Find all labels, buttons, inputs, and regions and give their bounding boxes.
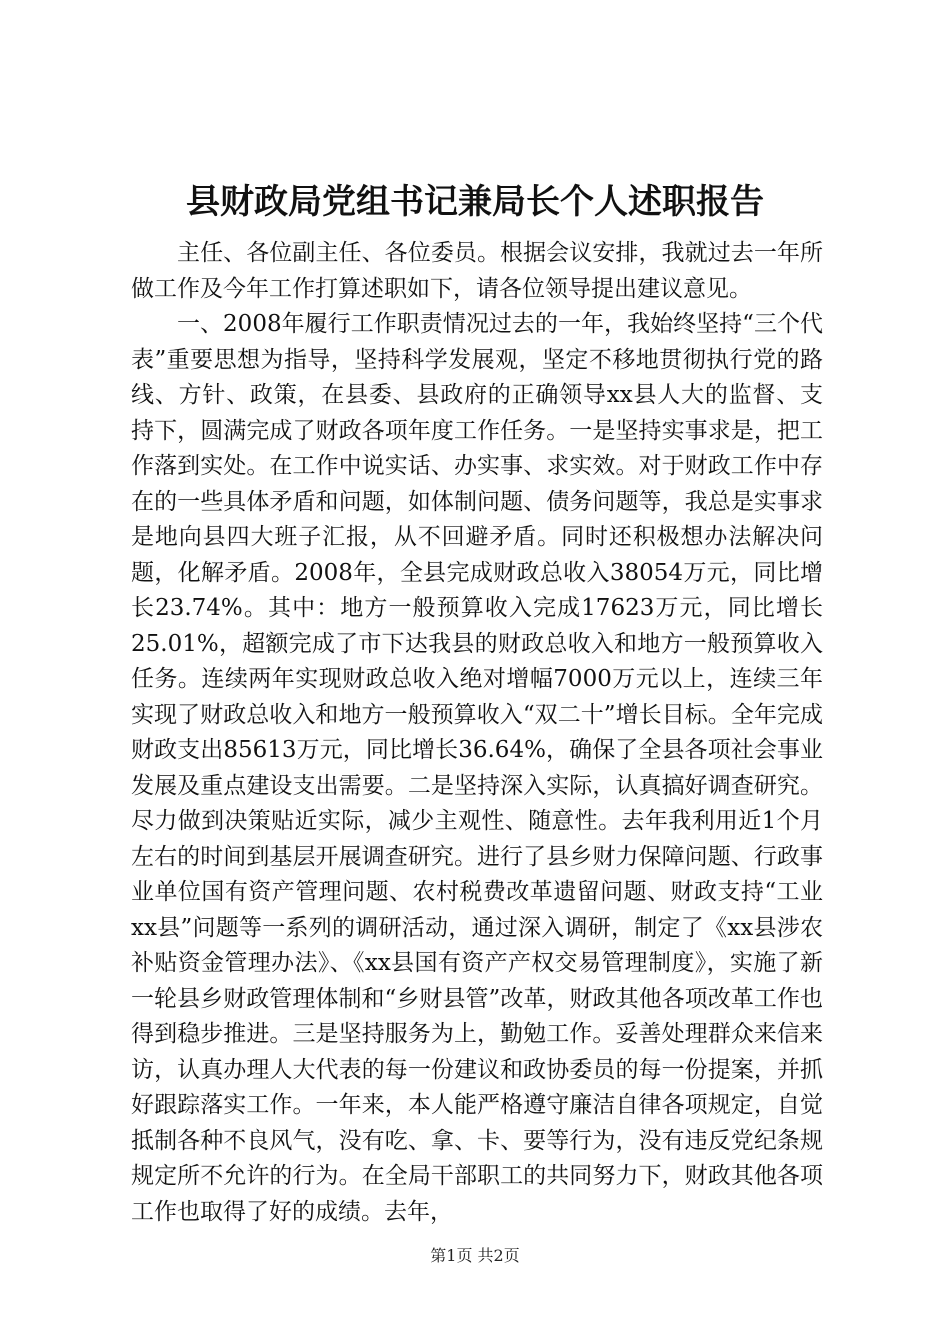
document-body	[131, 236, 823, 1230]
page-number-footer: 第1页 共2页	[430, 1246, 520, 1265]
paragraph-section-one: 一、2008年履行工作职责情况过去的一年，我始终坚持“三个代表”重要思想为指导，坚持科学发展观，坚定不移地贯彻执行党的路线、方针、政策，在县委、县政府的正确领导xx县人大的监督、支持下，圆满完成了财政各项年度工作任务。一是坚持实事求是，把工作落到实处。在工作中说实话、办实事、求实效。对于财政工作中存在的一些具体矛盾和问题，如体制问题、债务问题等，我总是实事求是地向县四大班子汇报，从不回避矛盾。同时还积极想办法解决问题，化解矛盾。2008年，全县完成财政总收入38054万元，同比增长23.74%。其中：地方一般预算收入完成17623万元，同比增长25.01%，超额完成了市下达我县的财政总收入和地方一般预算收入任务。连续两年实现财政总收入绝对增幅7000万元以上，连续三年实现了财政总收入和地方一般预算收入“双二十”增长目标。全年完成财政支出85613万元，同比增长36.64%，确保了全县各项社会事业发展及重点建设支出需要。二是坚持深入实际，认真搞好调查研究。尽力做到决策贴近实际，减少主观性、随意性。去年我利用近1个月左右的时间到基层开展调查研究。进行了县乡财力保障问题、行政事业单位国有资产管理问题、农村税费改革遗留问题、财政支持“工业xx县”问题等一系列的调研活动，通过深入调研，制定了《xx县涉农补贴资金管理办法》、《xx县国有资产产权交易管理制度》，实施了新一轮县乡财政管理体制和“乡财县管”改革，财政其他各项改革工作也得到稳步推进。三是坚持服务为上，勤勉工作。妥善处理群众来信来访，认真办理人大代表的每一份建议和政协委员的每一份提案，并抓好跟踪落实工作。一年来，本人能严格遵守廉洁自律各项规定，自觉抵制各种不良风气，没有吃、拿、卡、要等行为，没有违反党纪条规规定所不允许的行为。在全局干部职工的共同努力下，财政其他各项工作也取得了好的成绩。去年，	[131, 311, 823, 1225]
paragraph-intro: 主任、各位副主任、各位委员。根据会议安排，我就过去一年所做工作及今年工作打算述职如下，请各位领导提出建议意见。	[131, 240, 823, 302]
document-title: 县财政局党组书记兼局长个人述职报告	[186, 182, 764, 222]
